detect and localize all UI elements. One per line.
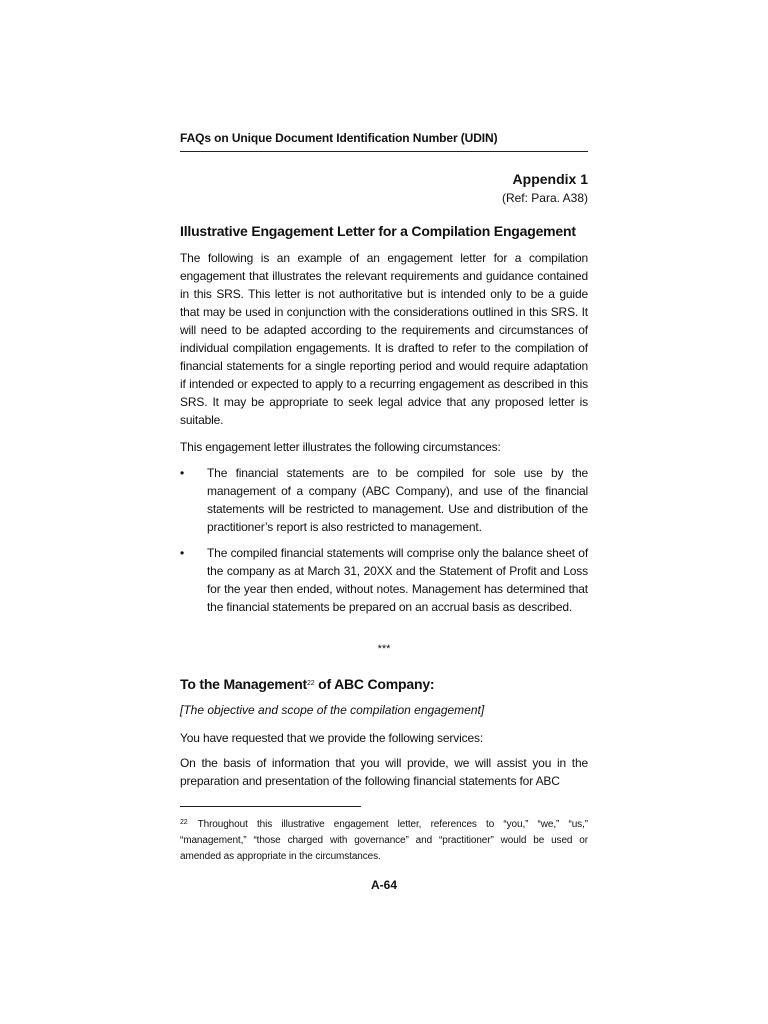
list-item-text: The financial statements are to be compiled for sole use by the management of a company (ABC Company), and use of the financial statements will be restricted to management. Use and distribution of the practitioner’s report is also restricted to management. (207, 466, 588, 534)
circumstances-intro: This engagement letter illustrates the following circumstances: (180, 440, 501, 454)
requested-paragraph: You have requested that we provide the following services: (180, 731, 484, 745)
running-header: FAQs on Unique Document Identification Number (UDIN) (180, 131, 588, 152)
footnote-number: 22 (180, 819, 188, 826)
list-item (180, 544, 588, 616)
list-item-text: The compiled financial statements will comprise only the balance sheet of the company as at March 31, 20XX and the Statement of Profit and Loss for the year then ended, without notes. Management has determined that the financial statements be prepared on an accrual basis as described. (207, 546, 588, 614)
bullet-icon: • (180, 546, 185, 560)
objective-heading: [The objective and scope of the compilation engagement] (180, 703, 485, 717)
footnote-divider (180, 806, 361, 807)
footnote (180, 815, 588, 865)
bullet-icon: • (180, 466, 185, 480)
section-heading: Illustrative Engagement Letter for a Compilation Engagement (180, 223, 576, 239)
appendix-reference: (Ref: Para. A38) (501, 191, 588, 205)
footnote-marker[interactable]: 22 (307, 680, 315, 687)
page-number: A-64 (370, 878, 397, 892)
list-item (180, 464, 588, 536)
addressee-prefix: To the Management (180, 676, 308, 692)
basis-paragraph: On the basis of information that you will provide, we will assist you in the preparation and presentation of the following financial statements for ABC (180, 756, 588, 788)
letter-addressee (180, 676, 434, 692)
appendix-title: Appendix 1 (512, 171, 588, 187)
addressee-suffix: of ABC Company: (314, 676, 435, 692)
section-separator: *** (377, 643, 391, 655)
circumstances-list (180, 464, 588, 624)
footnote-text: Throughout this illustrative engagement letter, references to “you,” “we,” “us,” “management,” “those charged with governance” and “practitioner” would be used or amended as appropriate in the circumstances. (180, 819, 588, 862)
intro-paragraph: The following is an example of an engagement letter for a compilation engagement that illustrates the relevant requirements and guidance contained in this SRS. This letter is not authoritative but is intended only to be a guide that may be used in conjunction with the considerations outlined in this SRS. It will need to be adapted according to the requirements and circumstances of individual compilation engagements. It is drafted to refer to the compilation of financial statements for a single reporting period and would require adaptation if intended or expected to apply to a recurring engagement as described in this SRS. It may be appropriate to seek legal advice that any proposed letter is suitable. (180, 251, 588, 427)
